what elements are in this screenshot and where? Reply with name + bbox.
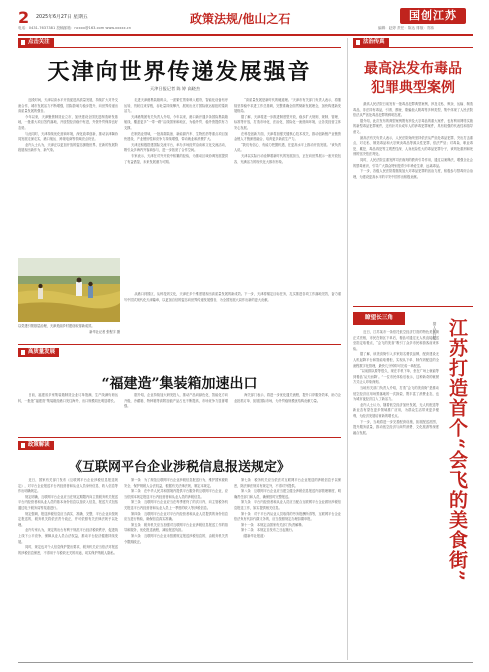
lead-section-tag: 点击关注 (18, 38, 54, 47)
masthead (18, 8, 473, 33)
logo-text: 国创江苏 (409, 9, 457, 22)
policy-section-tag: 政策解读 (18, 441, 54, 450)
lead-body-col-1: 近段时间，天津以高水平开放促进高质量发展，持续扩大对外交流合作，城市发展活力不断增强，国际影响力稳步提升，向世界传递出高质量发展的强音。 今年以来，天津聚焦制造业立市，加快建设全国先进制造研发基地，一批重大项目签约落地，开放型经济稳中有进，外资外贸保持良好态势。 与此同时，天津持续优化营商环境，深化改革创新，推动京津冀协同发展走深走实，港口航运、跨境电商等领域亮点纷呈。 业内人士认为，天津正以更加开放的姿态拥抱世界，在新的发展阶段展现出新作为、新气象。 (18, 98, 118, 153)
news-a-headline: “福建造”集装箱加速出口 (101, 376, 258, 392)
policy-body-col-1: 近日，国家有关部门发布《互联网平台企业涉税信息报送规定》，对平台企业报送平台内经营者和从业人员身份信息、收入信息等作出明确规定。 规定明确，互联网平台企业应当在规定期限内向主管税务机关报送平台内经营者和从业人员的基本身份信息以及收入信息，报送方式包括通过电子税务局等渠道进行。 规定强调，报送涉税信息应当真实、准确、完整，平台企业未按规定报送的，税务机关将依法责令改正，并可依照有关法律法规予以处理。 业内专家认为，规定的出台有利于规范平台经济税收秩序，促进线上线下公平竞争，保障从业人员合法权益，推动平台经济健康持续发展。 同时，规定也对个人信息保护提出要求，税务机关应当依法对报送的涉税信息保密，不得用于与税收无关的用途，切实保护纳税人隐私。 (18, 478, 118, 555)
law-body: 最高人民法院日前发布一批毒品犯罪典型案例，涉及走私、贩卖、运输、制造毒品，非法持有毒品，引诱、教唆、欺骗他人吸毒等多种类型，集中体现了人民法院依法从严惩处毒品犯罪的鲜明态度。 据介绍，此次发布的典型案例既有涉及大宗毒品的重大案件，也有利用网络实施的新型毒品犯罪案件，还有针对未成年人的涉毒犯罪案件，具有较强的代表性和指导意义。 最高法有关负责人表示，人民法院始终坚持依法从严惩处毒品犯罪，突出打击重点，对走私、制造毒品和大宗贩卖毒品等源头性犯罪，依法严惩；对毒枭、职业毒犯、累犯、毒品再犯等主观恶性深、人身危险性大的毒品犯罪分子，该判处重刑和死刑的坚决依法判处。 同时，人民法院注重发挥司法裁判的教育引导作用，通过以案释法，增强全社会的禁毒意识，引导广大群众特别是青少年珍爱生命、远离毒品。 下一步，各级人民法院将继续加大对毒品犯罪的惩治力度，积极参与禁毒综合治理，为建设更高水平的平安中国作出积极贡献。 (353, 102, 473, 179)
column-tag-text: 瞭望长三角 (365, 315, 393, 321)
column-body: 近日，江苏某市一条依托低空经济打造的特色美食街正式亮相，市民在街区下单后，餐品可通过无人机直接配送至指定取餐点，“会飞的美食”吸引了众多市民和游客前来体验。 据了解，该美食街引入多家知名餐饮品牌，配套建设无人机起降平台和智能取餐柜，实现从下单、制作到配送的全流程数字化管理，最快几分钟即可完成一单配送。 “以前排队要等很久，现在手机下单，坐在广场上就能等到餐品‘从天而降’。”一位市民体验后表示，这种新奇的就餐方式让人印象深刻。 当地有关部门负责人介绍，打造“会飞的美食街”是推动低空经济应用场景落地的一次探索，既丰富了消费业态，也为城市夜经济注入了新活力。 业内人士认为，随着低空经济加快发展，无人机配送等新业态有望在更多领域推广应用，为群众生活带来更多便利，为经济发展培育新的增长点。 下一步，当地将进一步完善配套设施，拓展配送范围，提升服务质量，推动低空经济与商贸消费、文化旅游等深度融合发展。 (353, 330, 439, 435)
column-divider-right (347, 38, 348, 660)
lead-headline: 天津向世界传递发展强音 (47, 59, 312, 85)
policy-body-col-2: 第一条 为了规范互联网平台企业涉税信息报送行为，维护国家税收安全，保护纳税人合法权益，根据有关法律法规，制定本规定。 第二条 在中华人民共和国境内提供平台服务的互联网平台企业，应当依照本规定报送平台内经营者和从业人员的涉税信息。 第三条 互联网平台企业应当在每季度终了的次月内，向主管税务机关报送平台内经营者和从业人员上一季度的收入等涉税信息。 第四条 互联网平台企业对平台内经营者和从业人员提供的身份信息应当进行核验，确保信息真实准确。 第五条 税务机关应当加强对互联网平台企业涉税信息报送工作的指导和服务，优化报送流程，减轻报送负担。 第六条 互联网平台企业未按照规定报送涉税信息的，由税务机关责令限期改正。 (124, 478, 228, 544)
issue-date: 2025年6月27日 星期五 (36, 15, 88, 20)
law-headline-line-1: 最高法发布毒品 (364, 61, 462, 77)
column-top-rule (353, 306, 473, 307)
news-a-body-col-3: 海关部门表示，将进一步优化通关流程，提升口岸服务效率，助力企业抢抓订单、拓展国际市场，为外贸稳规模优结构贡献力量。 (234, 393, 341, 403)
page-number: 2 (18, 8, 30, 27)
lead-section-rule (18, 47, 341, 48)
photo-credit: 新华社记者 张程宇 摄 (89, 329, 120, 334)
law-section-tag: 法治传真 (353, 38, 389, 47)
lead-body-col-2: 走进天津港集装箱码头，一派繁忙景象映入眼帘，智能化设备有序运转，货轮往来穿梭，吞吐量持续攀升，展现出北方国际航运枢纽的蓬勃活力。 天津港集团有关负责人介绍，今年以来，港口新开通多条国际集装箱航线，覆盖更多“一带一路”沿线国家和地区，为稳外贸、稳外资提供有力支撑。 在制造业领域，一批高端装备、新能源汽车、生物医药等重点项目加快建设，产业链韧性和竞争力持续增强，带动就业和消费扩大。 天津还积极搭建国际交流平台，举办多场经贸洽谈和文化交流活动，吸引众多海内外客商参与，进一步拓宽了合作空间。 专家表示，天津在对外开放中积累的经验，为推动区域协调发展提供了有益借鉴，未来发展潜力可期。 (124, 98, 228, 164)
farm-field-photo (18, 258, 120, 322)
column-byline: 据人民日报 (433, 322, 437, 340)
news-a-body-col-2: 据介绍，企业持续加大研发投入，推动产品向绿色化、智能化方向升级，冷藏箱、特种箱等高附加值产品占比不断提高，市场竞争力显著增强。 (124, 393, 228, 409)
news-a-body-col-1: 日前，福建省多家集装箱制造企业订单饱满，生产线满负荷运转，一批批“福建造”集装箱经港口发往海外，出口规模同比明显增长。 (18, 393, 118, 403)
lead-photo (18, 258, 120, 322)
photo-caption-text: 以党建引领基层治理，天津美丽乡村建设取得新成效。 (18, 324, 95, 328)
law-section-rule (353, 47, 473, 48)
news-a-top-rule (18, 344, 341, 345)
column-headline: 江苏打造首个“会飞的美食街” (446, 318, 468, 582)
header-rule (18, 34, 473, 36)
law-headline (353, 60, 473, 98)
policy-body-col-3: 第七条 税务机关应当依法对互联网平台企业报送的涉税信息予以保密，除法律法规另有规定外，不得对外提供。 第八条 互联网平台企业应当建立健全涉税信息报送内部管理制度，明确责任部门和人员，确保按时完整报送。 第九条 平台内经营者和从业人员应当配合互联网平台企业做好涉税信息报送工作，如实提供相关信息。 第十条 对于平台内从业人员取得的劳务报酬所得等，互联网平台企业依法负有代扣代缴义务的，应当按照规定办理扣缴申报。 第十一条 本规定由国家有关部门负责解释。 第十二条 本规定自发布之日起施行。 （据新华社报道） (234, 478, 341, 538)
policy-headline: 《互联网平台企业涉税信息报送规定》 (68, 460, 290, 475)
law-headline-line-2: 犯罪典型案例 (371, 80, 455, 96)
lead-byline: 天津日报记者 陈 婷 高晓杰 (150, 86, 201, 91)
column-tag (353, 312, 405, 325)
lead-photo-caption (18, 324, 120, 340)
section-title: 政策法规/他山之石 (190, 12, 291, 26)
footer-rule (18, 662, 473, 663)
editor-line: 编辑：赵婷 责任：陈达 排版：郑伟 (378, 26, 435, 30)
policy-top-rule (18, 437, 341, 438)
newspaper-logo (400, 8, 466, 24)
lead-body-col-4: 从港口到园区，从科技到文化，天津在多个维度展现出高质量发展的新成效。下一步，天津将锚定目标任务，扎实推进各项工作落地见效，奋力谱写中国式现代化天津篇章，以更加自信的姿态向世界传递发展强音，为全国发展大局作出新的更大贡献。 (124, 292, 341, 302)
hotline-line: 电话：0431-7637381 投稿邮箱：ncxxx@163.com www.xxxxx.cn (18, 26, 132, 30)
lead-body-col-3: “高质量发展是新时代的硬道理。”天津市有关部门负责人表示，将继续坚持稳中求进工作总基调，完整准确全面贯彻新发展理念，加快构建新发展格局。 据了解，天津将进一步推进制度型开放，稳步扩大规则、规制、管理、标准等开放，打造市场化、法治化、国际化一流营商环境，让各类经营主体安心发展。 在科技创新方面，天津将加强关键核心技术攻关，推动创新链产业链资金链人才链深度融合，培育更多新质生产力。 “我们有信心、有能力把握机遇，在更高水平上推动开放发展。”该负责人说。 天津以实际行动诠释着新时代的发展担当，正在向世界展示一座开放包容、充满活力的现代化大都市形象。 (234, 98, 341, 164)
news-a-section-tag: 高质量发展 (18, 348, 59, 357)
